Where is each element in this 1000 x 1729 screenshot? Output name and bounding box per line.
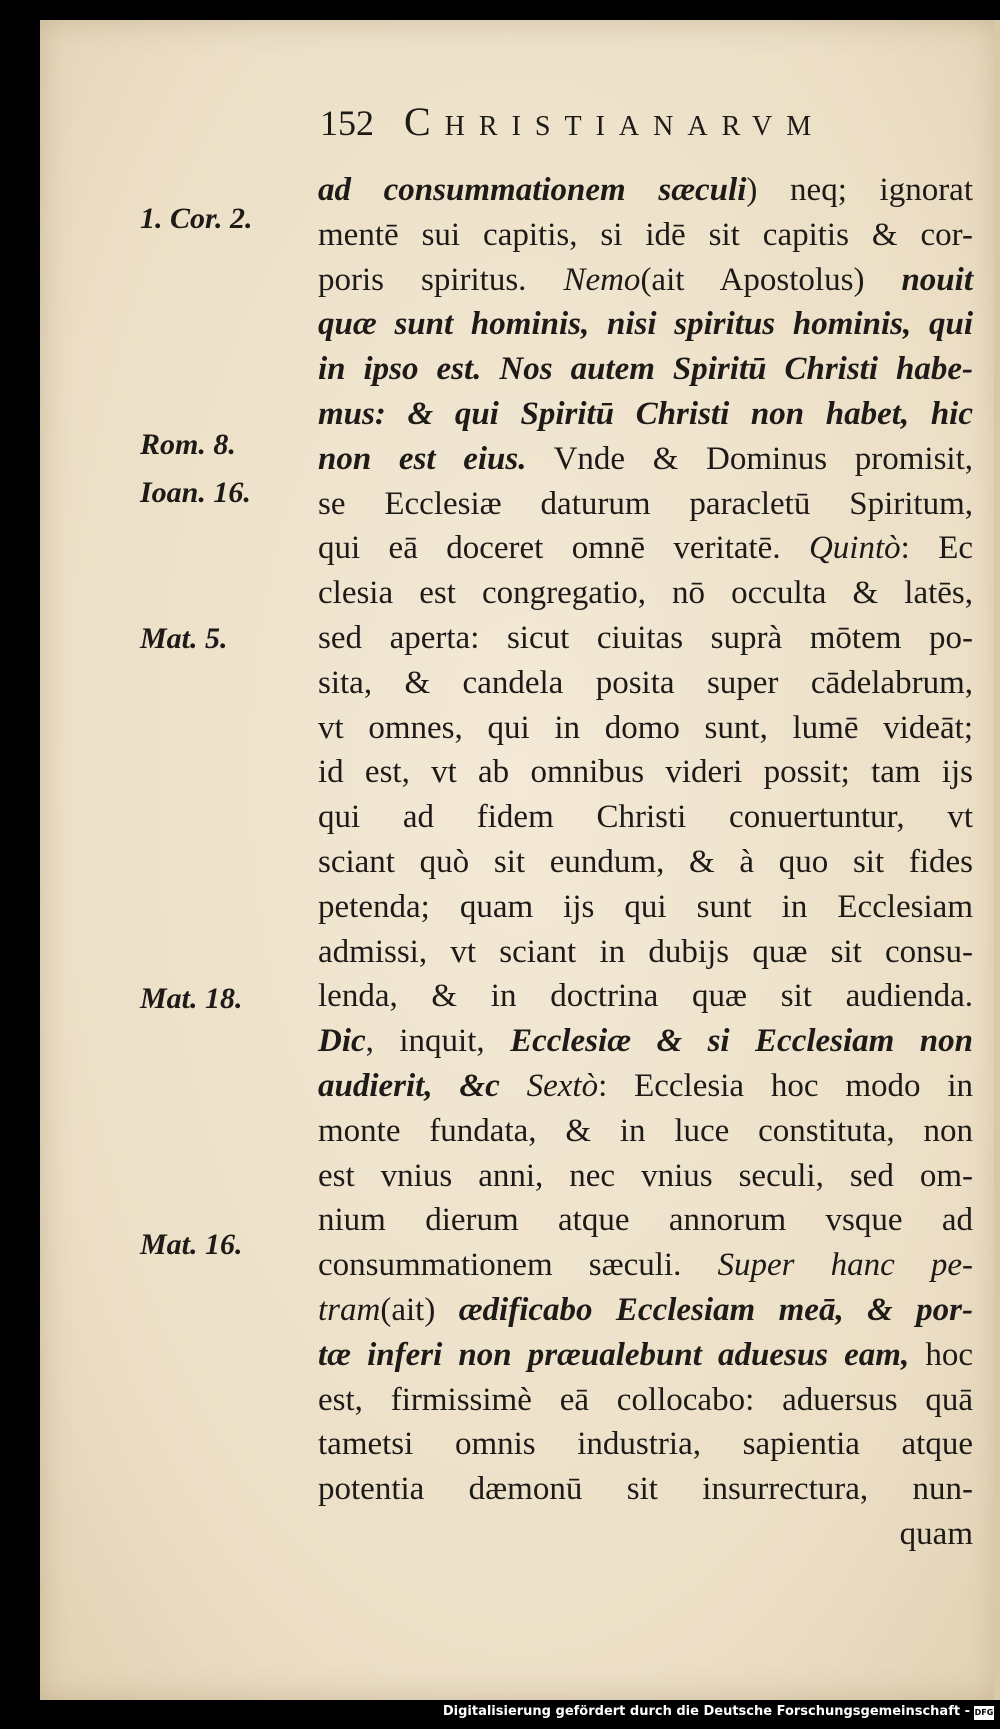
- text-line: [318, 616, 973, 661]
- text-span: ) neq; ignorat: [746, 172, 973, 208]
- margin-note: Ioan. 16.: [140, 476, 251, 509]
- text-line: [318, 1512, 973, 1557]
- text-span: ad consummationem sæculi: [318, 172, 747, 208]
- text-line: [318, 1288, 973, 1333]
- margin-note: Mat. 5.: [140, 622, 228, 655]
- text-span: tametsi omnis industria, sapientia atque: [318, 1426, 973, 1463]
- text-line: [318, 302, 973, 347]
- text-span: nium dierum atque annorum vsque ad: [318, 1202, 973, 1239]
- text-span: id est, vt ab omnibus videri possit; tam ijs: [318, 754, 973, 791]
- text-span: potentia dæmonū sit insurrectura, nun-: [318, 1471, 973, 1508]
- text-line: [318, 168, 973, 213]
- text-line: [318, 1467, 973, 1512]
- text-line: [318, 840, 973, 885]
- text-line: [318, 661, 973, 706]
- page-header: [320, 98, 920, 142]
- text-span: qui eā doceret omnē veritatē.: [318, 530, 809, 567]
- text-line: [318, 347, 973, 392]
- digitization-credit: Digitalisierung gefördert durch die Deutsche Forschungsgemeinschaft -: [442, 1704, 970, 1719]
- text-span: se Ecclesiæ daturum paracletū Spiritum,: [318, 485, 973, 522]
- text-line: [318, 1154, 973, 1199]
- text-span: [500, 1068, 527, 1104]
- text-span: : Ec: [900, 530, 973, 567]
- body-text: [318, 168, 973, 1557]
- text-line: [318, 437, 973, 482]
- text-line: [318, 1422, 973, 1467]
- text-line: [318, 1333, 973, 1378]
- text-span: (ait Apostolus): [640, 261, 902, 298]
- margin-note: Mat. 18.: [140, 982, 243, 1015]
- text-span: tæ inferi non præualebunt aduesus eam,: [318, 1336, 910, 1373]
- text-line: [318, 930, 973, 975]
- text-line: [318, 482, 973, 527]
- text-span: petenda; quam ijs qui sunt in Ecclesiam: [318, 888, 973, 925]
- text-line: [318, 974, 973, 1019]
- text-line: [318, 795, 973, 840]
- text-span: hoc: [909, 1336, 973, 1373]
- text-span: mentē sui capitis, si idē sit capitis & cor-: [318, 216, 973, 253]
- text-span: ædificabo Ecclesiam meā, & por-: [458, 1291, 974, 1328]
- text-line: [318, 258, 973, 303]
- text-span: quam: [899, 1515, 973, 1552]
- text-line: [318, 213, 973, 258]
- text-span: non est eius.: [318, 440, 527, 477]
- text-span: in ipso est. Nos autem Spiritū Christi habe-: [318, 351, 973, 388]
- text-span: Super hanc pe-: [717, 1247, 973, 1284]
- text-span: monte fundata, & in luce constituta, non: [318, 1112, 973, 1149]
- margin-note: 1. Cor. 2.: [140, 202, 253, 235]
- running-title: Christianarvm: [404, 99, 826, 144]
- text-span: : Ecclesia hoc modo in: [598, 1067, 974, 1104]
- text-line: [318, 392, 973, 437]
- text-line: [318, 526, 973, 571]
- text-span: lenda, & in doctrina quæ sit audienda.: [318, 978, 973, 1015]
- text-span: , inquit,: [365, 1023, 511, 1060]
- text-line: [318, 1109, 973, 1154]
- text-span: Ecclesiæ & si Ecclesiam non: [510, 1023, 973, 1060]
- text-span: poris spiritus.: [318, 261, 564, 298]
- text-span: sita, & candela posita super cādelabrum,: [318, 664, 973, 701]
- text-span: clesia est congregatio, nō occulta & latēs,: [318, 575, 973, 612]
- margin-note: Mat. 16.: [140, 1228, 243, 1261]
- page-number: 152: [320, 103, 374, 143]
- margin-note: Rom. 8.: [140, 428, 236, 461]
- text-line: [318, 706, 973, 751]
- text-span: Vnde & Dominus promisit,: [526, 440, 973, 477]
- text-span: admissi, vt sciant in dubijs quæ sit consu-: [318, 933, 973, 970]
- page-edge: [994, 20, 1000, 1700]
- text-line: [318, 1198, 973, 1243]
- text-line: [318, 571, 973, 616]
- text-span: tram: [318, 1291, 381, 1328]
- text-line: [318, 885, 973, 930]
- text-line: [318, 750, 973, 795]
- text-span: Nemo: [563, 261, 641, 298]
- text-line: [318, 1378, 973, 1423]
- text-span: quæ sunt hominis, nisi spiritus hominis, qui: [318, 306, 973, 343]
- text-line: [318, 1243, 973, 1288]
- text-span: sciant quò sit eundum, & à quo sit fides: [318, 843, 973, 880]
- text-span: Quintò: [808, 530, 901, 567]
- text-span: Sextò: [526, 1067, 599, 1104]
- text-line: [318, 1019, 973, 1064]
- text-span: Dic: [318, 1023, 366, 1060]
- text-span: nouit: [901, 261, 973, 298]
- text-span: est vnius anni, nec vnius seculi, sed om-: [318, 1157, 973, 1194]
- text-span: sed aperta: sicut ciuitas suprà mōtem po-: [318, 619, 973, 656]
- text-span: audierit, &c: [318, 1067, 500, 1104]
- text-span: qui ad fidem Christi conuertuntur, vt: [318, 799, 973, 836]
- text-span: vt omnes, qui in domo sunt, lumē videāt;: [318, 709, 973, 746]
- text-line: [318, 1064, 973, 1109]
- dfg-logo: DFG: [974, 1706, 994, 1720]
- text-span: consummationem sæculi.: [318, 1247, 718, 1284]
- text-span: est, firmissimè eā collocabo: aduersus quā: [318, 1381, 973, 1418]
- text-span: mus: & qui Spiritū Christi non habet, hic: [318, 395, 973, 432]
- text-span: (ait): [380, 1291, 459, 1328]
